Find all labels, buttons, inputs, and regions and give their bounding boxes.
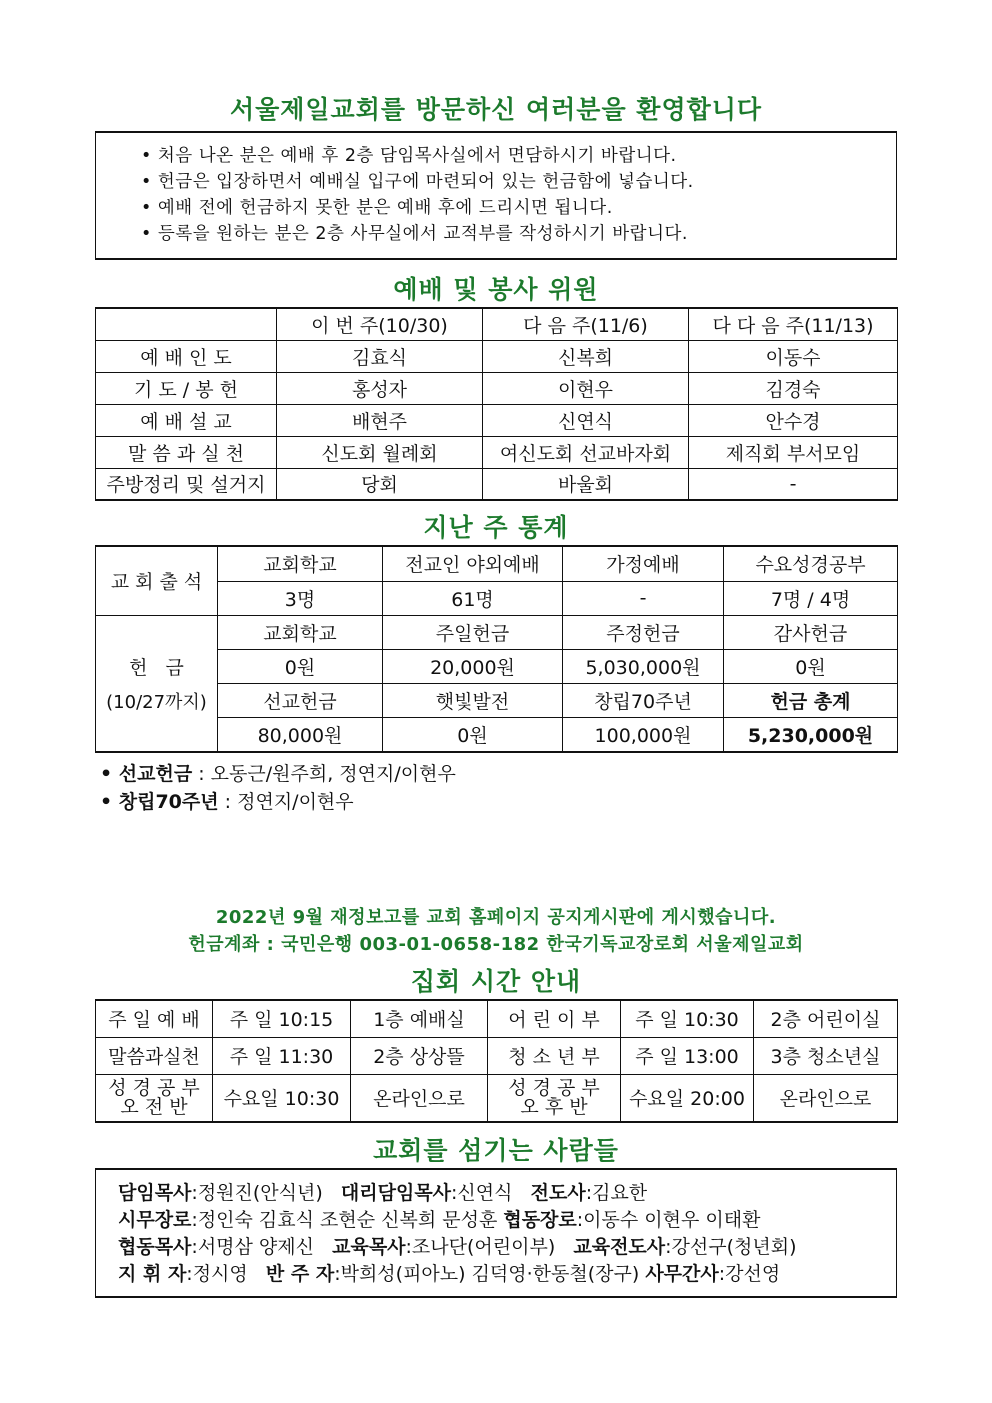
service-cell: 김효식 <box>277 340 483 372</box>
service-cell: 이현우 <box>483 372 689 404</box>
service-header: 이 번 주(10/30) <box>277 308 483 340</box>
meeting-name: 주 일 예 배 <box>96 1000 213 1037</box>
meeting-place: 2층 상상뜰 <box>351 1037 488 1074</box>
announcement-finance: 2022년 9월 재정보고를 교회 홈페이지 공지게시판에 게시했습니다. <box>215 907 777 928</box>
attendance-header: 가정예배 <box>563 546 724 581</box>
note-label: • 선교헌금 <box>100 763 193 785</box>
stats-table <box>95 545 898 753</box>
welcome-title: 서울제일교회를 방문하신 여러분을 환영합니다 <box>229 95 763 124</box>
welcome-line: • 처음 나온 분은 예배 후 2층 담임목사실에서 면담하시기 바랍니다. <box>141 146 677 166</box>
meeting-time: 주 일 13:00 <box>621 1037 754 1074</box>
service-role: 예 배 인 도 <box>96 340 277 372</box>
staff-names: :서명삼 양제신 <box>191 1236 333 1258</box>
offering-header: 햇빛발전 <box>383 683 563 717</box>
meeting-name: 말씀과실천 <box>96 1037 213 1074</box>
service-cell: 안수경 <box>689 404 898 436</box>
welcome-line: • 헌금은 입장하면서 예배실 입구에 마련되어 있는 헌금함에 넣습니다. <box>141 172 694 192</box>
offering-value: 0원 <box>724 649 898 683</box>
table-row <box>96 1037 898 1074</box>
meetings-title: 집회 시간 안내 <box>410 967 582 996</box>
note-anniversary <box>100 787 354 814</box>
table-row <box>96 372 898 404</box>
offering-value: 80,000원 <box>218 717 383 752</box>
staff-names: :이동수 이현우 이태환 <box>576 1209 761 1231</box>
service-cell: 당회 <box>277 468 483 500</box>
meeting-place: 3층 청소년실 <box>754 1037 898 1074</box>
staff-names: :정인숙 김효식 조현순 신복희 문성훈 <box>191 1209 504 1231</box>
meeting-time: 주 일 10:15 <box>213 1000 351 1037</box>
staff-box <box>95 1168 897 1298</box>
table-row <box>96 615 898 649</box>
staff-role: 사무간사 <box>645 1263 719 1285</box>
staff-names: :박희성(피아노) 김덕영·한동철(장구) <box>334 1263 646 1285</box>
attendance-value: - <box>563 581 724 615</box>
staff-names: :정시영 <box>186 1263 266 1285</box>
offering-header: 주정헌금 <box>563 615 724 649</box>
service-header: 다 음 주(11/6) <box>483 308 689 340</box>
service-cell: 바울회 <box>483 468 689 500</box>
table-row <box>96 468 898 500</box>
offering-value: 0원 <box>383 717 563 752</box>
table-row <box>96 1074 898 1122</box>
service-cell: 여신도회 선교바자회 <box>483 436 689 468</box>
meeting-time: 수요일 20:00 <box>621 1074 754 1122</box>
welcome-line: • 등록을 원하는 분은 2층 사무실에서 교적부를 작성하시기 바랍니다. <box>141 224 688 244</box>
meeting-time: 수요일 10:30 <box>213 1074 351 1122</box>
offering-header: 주일헌금 <box>383 615 563 649</box>
offering-header: 교회학교 <box>218 615 383 649</box>
service-cell: 신도회 월례회 <box>277 436 483 468</box>
note-mission <box>100 759 456 786</box>
offering-label-cell <box>96 615 218 752</box>
meeting-place: 2층 어린이실 <box>754 1000 898 1037</box>
staff-names: :정원진(안식년) <box>191 1182 341 1204</box>
service-cell: 제직회 부서모임 <box>689 436 898 468</box>
service-role: 말 씀 과 실 천 <box>96 436 277 468</box>
table-row <box>96 340 898 372</box>
welcome-line: • 예배 전에 헌금하지 못한 분은 예배 후에 드리시면 됩니다. <box>141 198 613 218</box>
service-role: 기 도 / 봉 헌 <box>96 372 277 404</box>
service-role: 주방정리 및 설거지 <box>96 468 277 500</box>
staff-role: 교육전도사 <box>573 1236 666 1258</box>
meeting-name: 성 경 공 부 오 전 반 <box>96 1074 213 1122</box>
staff-role: 교육목사 <box>332 1236 406 1258</box>
service-title: 예배 및 봉사 위원 <box>393 275 599 304</box>
offering-value: 5,030,000원 <box>563 649 724 683</box>
staff-row <box>118 1207 896 1234</box>
attendance-value: 3명 <box>218 581 383 615</box>
offering-label: 헌 금 <box>129 656 184 679</box>
meeting-place: 1층 예배실 <box>351 1000 488 1037</box>
staff-title: 교회를 섬기는 사람들 <box>373 1136 619 1165</box>
announcement-account: 헌금계좌 : 국민은행 003-01-0658-182 한국기독교장로회 서울제일교회 <box>188 934 804 955</box>
staff-role: 전도사 <box>530 1182 586 1204</box>
offering-total-header: 헌금 총계 <box>724 683 898 717</box>
staff-role: 반 주 자 <box>265 1263 335 1285</box>
meeting-name: 청 소 년 부 <box>488 1037 621 1074</box>
table-row <box>96 546 898 581</box>
staff-names: :강선영 <box>718 1263 781 1285</box>
service-role: 예 배 설 교 <box>96 404 277 436</box>
service-cell: 김경숙 <box>689 372 898 404</box>
welcome-box <box>95 131 897 260</box>
staff-names: :신연식 <box>451 1182 531 1204</box>
service-cell: 배현주 <box>277 404 483 436</box>
offering-header: 선교헌금 <box>218 683 383 717</box>
table-row <box>96 436 898 468</box>
meetings-table <box>95 999 898 1123</box>
offering-date: (10/27까지) <box>106 691 207 713</box>
staff-role: 담임목사 <box>118 1182 192 1204</box>
offering-value: 0원 <box>218 649 383 683</box>
service-header: 다 다 음 주(11/13) <box>689 308 898 340</box>
staff-names: :조나단(어린이부) <box>405 1236 574 1258</box>
service-header <box>96 308 277 340</box>
table-row <box>96 404 898 436</box>
meeting-place: 온라인으로 <box>754 1074 898 1122</box>
attendance-label: 교 회 출 석 <box>96 546 218 615</box>
attendance-header: 전교인 야외예배 <box>383 546 563 581</box>
staff-role: 협동장로 <box>503 1209 577 1231</box>
staff-row <box>118 1180 896 1207</box>
meeting-name: 어 린 이 부 <box>488 1000 621 1037</box>
staff-role: 협동목사 <box>118 1236 192 1258</box>
attendance-header: 수요성경공부 <box>724 546 898 581</box>
meeting-time: 주 일 11:30 <box>213 1037 351 1074</box>
staff-role: 지 휘 자 <box>118 1263 187 1285</box>
offering-header: 감사헌금 <box>724 615 898 649</box>
note-text: : 오동근/원주희, 정연지/이현우 <box>192 763 456 785</box>
offering-value: 100,000원 <box>563 717 724 752</box>
staff-names: :강선구(청년회) <box>665 1236 797 1258</box>
service-cell: 이동수 <box>689 340 898 372</box>
staff-role: 대리담임목사 <box>340 1182 452 1204</box>
staff-role: 시무장로 <box>118 1209 192 1231</box>
meeting-name: 성 경 공 부 오 후 반 <box>488 1074 621 1122</box>
table-row <box>96 1000 898 1037</box>
note-label: • 창립70주년 <box>100 791 219 813</box>
service-cell: 홍성자 <box>277 372 483 404</box>
service-cell: 신연식 <box>483 404 689 436</box>
service-cell: - <box>689 468 898 500</box>
attendance-value: 7명 / 4명 <box>724 581 898 615</box>
staff-row <box>118 1234 896 1261</box>
offering-header: 창립70주년 <box>563 683 724 717</box>
meeting-place: 온라인으로 <box>351 1074 488 1122</box>
offering-total-value: 5,230,000원 <box>724 717 898 752</box>
service-cell: 신복희 <box>483 340 689 372</box>
attendance-header: 교회학교 <box>218 546 383 581</box>
attendance-value: 61명 <box>383 581 563 615</box>
offering-value: 20,000원 <box>383 649 563 683</box>
service-table <box>95 307 898 501</box>
service-header-row <box>96 308 898 340</box>
staff-names: :김요한 <box>585 1182 648 1204</box>
note-text: : 정연지/이현우 <box>218 791 354 813</box>
meeting-time: 주 일 10:30 <box>621 1000 754 1037</box>
staff-row <box>118 1261 896 1288</box>
stats-title: 지난 주 통계 <box>423 513 569 542</box>
